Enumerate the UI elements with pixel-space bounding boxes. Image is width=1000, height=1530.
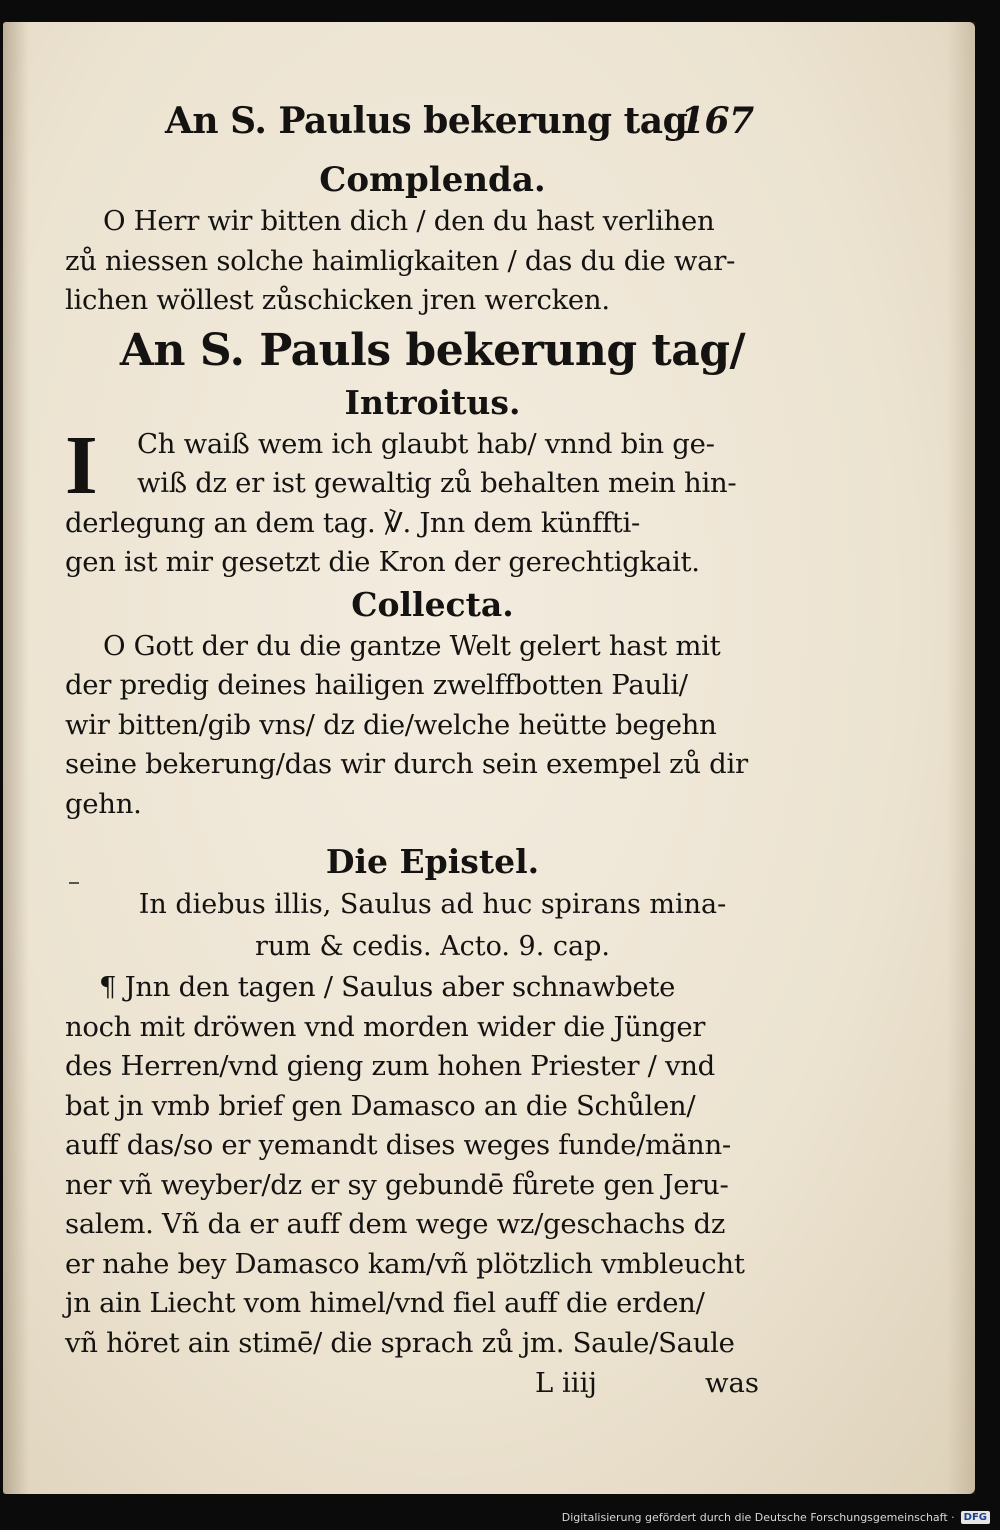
- page-text: [65, 100, 800, 1403]
- page-gutter-shadow: [3, 22, 29, 1494]
- collecta-line: wir bitten/gib vns/ dz die/welche heütte begehn: [65, 708, 717, 741]
- credit-text: Digitalisierung gefördert durch die Deutsche Forschungsgemeinschaft ·: [561, 1510, 955, 1524]
- collecta-line: O Gott der du die gantze Welt gelert hast mit: [103, 629, 721, 662]
- epistel-latin-line: In diebus illis, Saulus ad huc spirans mina-: [138, 889, 727, 920]
- epistel-line: salem. Vñ da er auff dem wege wz/geschachs dz: [65, 1208, 726, 1240]
- collecta-line: der predig deines hailigen zwelffbotten Pauli/: [65, 669, 688, 701]
- collecta-line: gehn.: [65, 787, 142, 820]
- epistel-line: auff das/so er yemandt dises weges funde/männ-: [65, 1129, 731, 1161]
- complenda-line: lichen wöllest zůschicken jren wercken.: [65, 284, 610, 316]
- introitus-line: Ch waiß wem ich glaubt hab/ vnnd bin ge-: [137, 427, 715, 460]
- epistel-heading: Die Epistel.: [325, 842, 540, 881]
- digitization-credit: [562, 1508, 990, 1526]
- epistel-latin-line: rum & cedis. Acto. 9. cap.: [255, 931, 610, 962]
- epistel-line: des Herren/vnd gieng zum hohen Priester / vnd: [65, 1050, 715, 1082]
- epistel-line: bat jn vmb brief gen Damasco an die Schůlen/: [65, 1089, 696, 1122]
- introitus-block: [65, 418, 800, 583]
- book-page: [3, 22, 975, 1494]
- complenda-line: O Herr wir bitten dich / den du hast verlihen: [103, 205, 715, 237]
- epistel-line: ner vñ weyber/dz er sy gebundē fůrete gen Jeru-: [65, 1168, 729, 1201]
- epistel-line: vñ höret ain stimē/ die sprach zů jm. Saule/Saule: [65, 1326, 735, 1359]
- collecta-line: seine bekerung/das wir durch sein exempel zů dir: [65, 748, 748, 780]
- epistel-line: ¶ Jnn den tagen / Saulus aber schnawbete: [99, 971, 676, 1003]
- epistel-line: noch mit dröwen vnd morden wider die Jünger: [65, 1010, 706, 1043]
- collecta-heading: Collecta.: [351, 584, 514, 624]
- dfg-logo: DFG: [961, 1511, 990, 1524]
- introitus-line: gen ist mir gesetzt die Kron der gerechtigkait.: [65, 546, 700, 578]
- epistel-line: er nahe bey Damasco kam/vñ plötzlich vmbleucht: [65, 1247, 745, 1280]
- catchword: was: [705, 1367, 760, 1399]
- page-footer: [65, 1363, 800, 1403]
- epistel-line: jn ain Liecht vom himel/vnd fiel auff die erden/: [65, 1287, 705, 1319]
- introitus-line: derlegung an dem tag. ℣. Jnn dem künffti-: [65, 506, 641, 539]
- drop-initial: I: [65, 418, 98, 512]
- running-header: [65, 100, 800, 158]
- complenda-line: zů niessen solche haimligkaiten / das du die war-: [65, 244, 736, 277]
- complenda-heading: Complenda.: [319, 160, 546, 200]
- introitus-line: wiß dz er ist gewaltig zů behalten mein hin-: [137, 467, 737, 499]
- folio-number: 167: [680, 100, 754, 142]
- feast-heading: An S. Pauls bekerung tag/: [119, 324, 746, 376]
- running-title: An S. Paulus bekerung tag·: [165, 100, 700, 142]
- signature-mark: L iiij: [535, 1367, 597, 1399]
- introitus-heading: Introitus.: [344, 382, 521, 422]
